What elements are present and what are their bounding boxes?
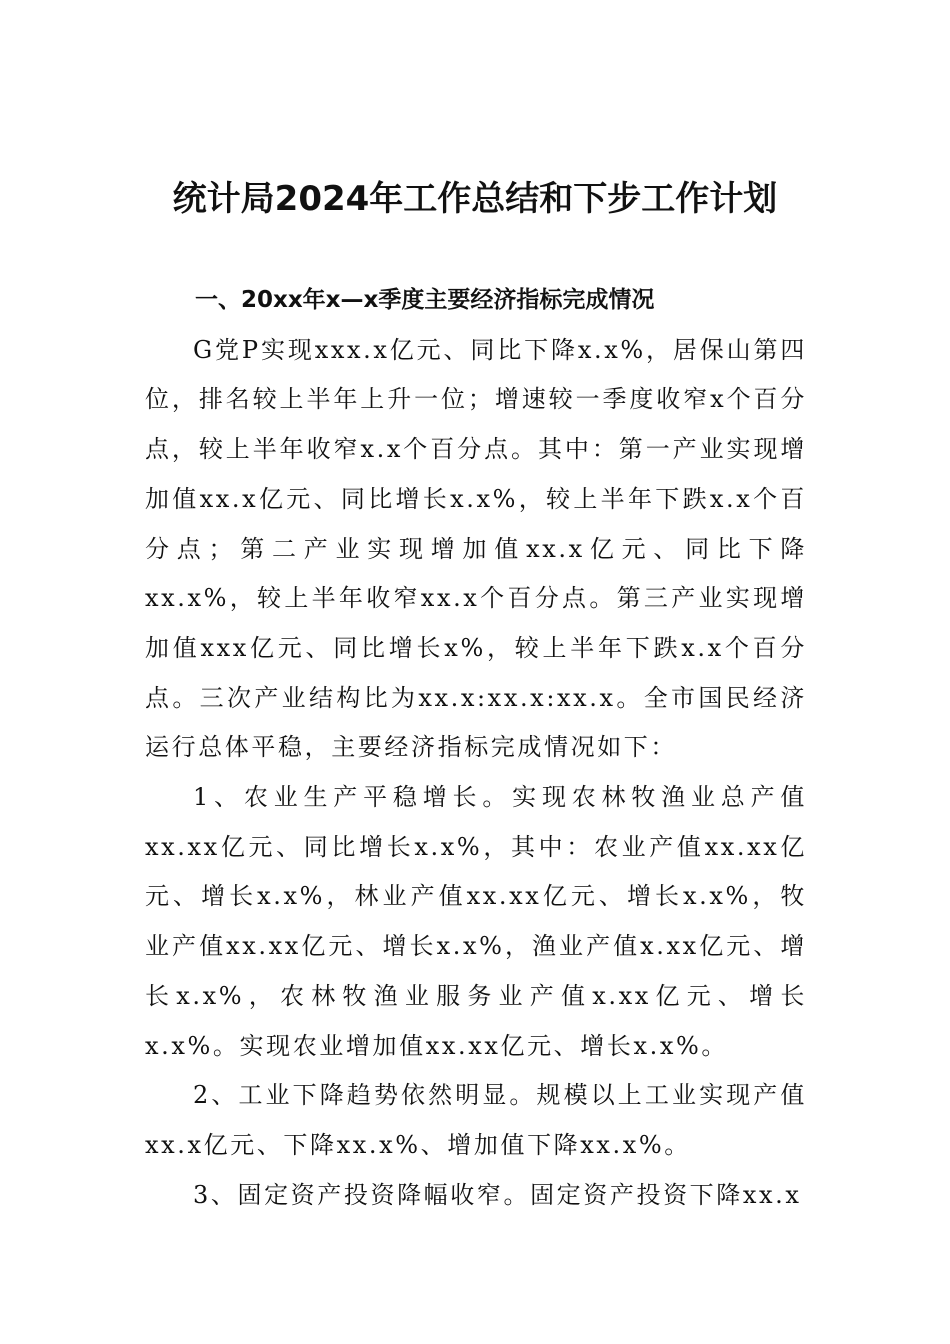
paragraph-industry: 2、工业下降趋势依然明显。规模以上工业实现产值xx.x亿元、下降xx.x%、增加值下降xx.x%。 — [145, 1081, 807, 1159]
paragraph-overview: G党P实现xxx.x亿元、同比下降x.x%，居保山第四位，排名较上半年上升一位；增速较一季度收窄x个百分点，较上半年收窄x.x个百分点。其中：第一产业实现增加值xx.x亿元、同比增长x.x%，较上半年下跌x.x个百分点；第二产业实现增加值xx.x亿元、同比下降xx.x%，较上半年收窄xx.x个百分点。第三产业实现增加值xxx亿元、同比增长x%，较上半年下跌x.x个百分点。三次产业结构比为xx.x:xx.x:xx.x。全市国民经济运行总体平稳，主要经济指标完成情况如下： — [145, 335, 807, 762]
paragraph-agriculture: 1、农业生产平稳增长。实现农林牧渔业总产值xx.xx亿元、同比增长x.x%，其中：农业产值xx.xx亿元、增长x.x%，林业产值xx.xx亿元、增长x.x%，牧业产值xx.xx亿元、增长x.x%，渔业产值x.xx亿元、增长x.x%，农林牧渔业服务业产值x.xx亿元、增长x.x%。实现农业增加值xx.xx亿元、增长x.x%。 — [145, 783, 807, 1060]
document-body — [145, 276, 807, 1220]
document-title: 统计局2024年工作总结和下步工作计划 — [172, 179, 778, 219]
section-heading: 一、20xx年x—x季度主要经济指标完成情况 — [195, 287, 655, 313]
paragraph-investment: 3、固定资产投资降幅收窄。固定资产投资下降xx.x — [193, 1180, 802, 1209]
